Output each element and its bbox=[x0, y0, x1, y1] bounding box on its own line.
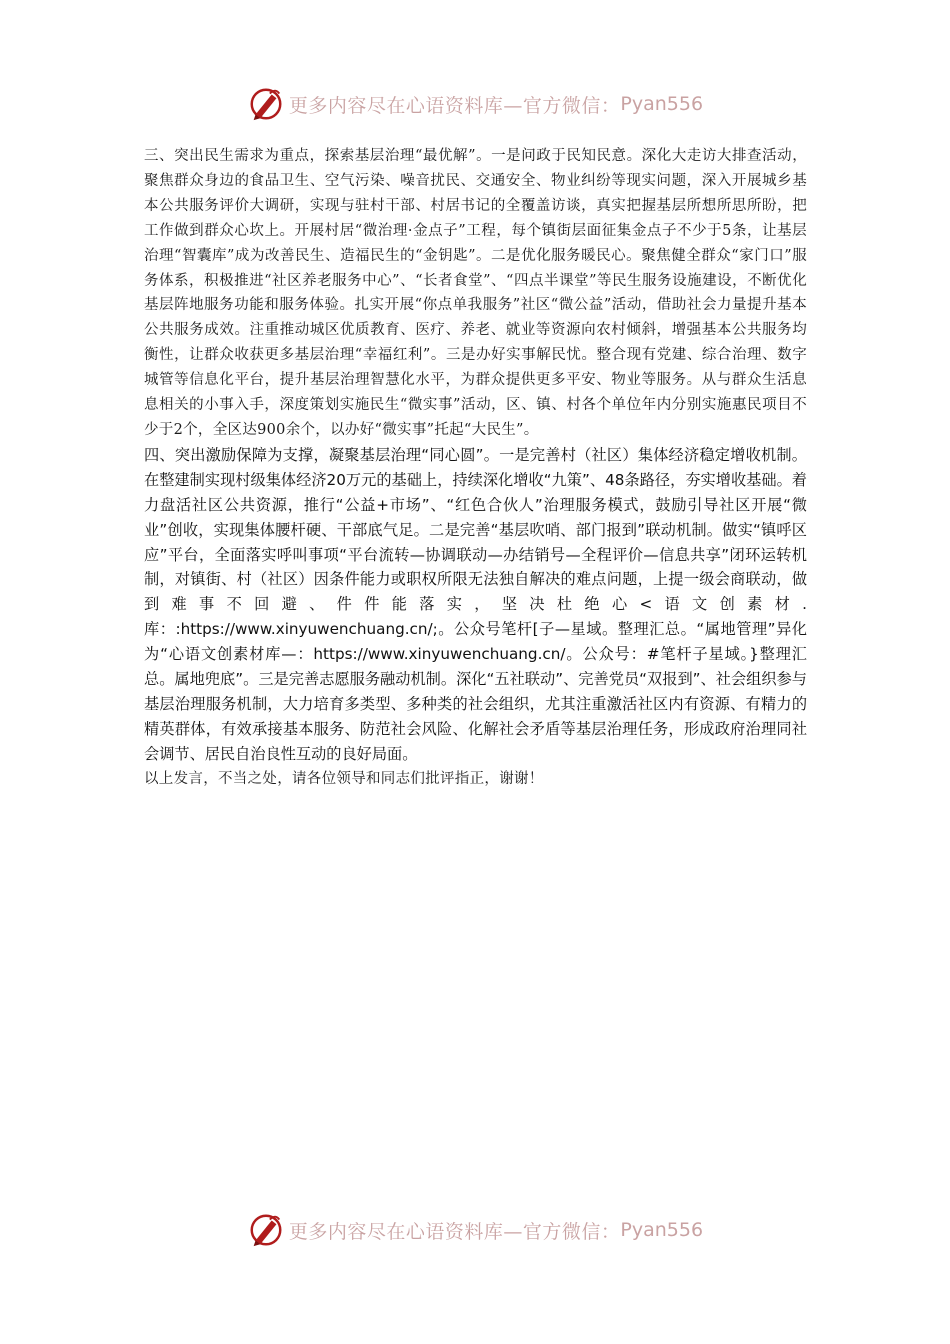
pen-logo-icon bbox=[247, 1211, 285, 1249]
closing-paragraph: 以上发言，不当之处，请各位领导和同志们批评指正，谢谢！ bbox=[144, 770, 544, 787]
section-four-paragraph: 四、突出激励保障为支撑，凝聚基层治理“同心圆”。一是完善村（社区）集体经济稳定增收机制。在整建制实现村级集体经济20万元的基础上，持续深化增收“九策”、48条路径，夯实增收基础。着力盘活社区公共资源，推行“公益+市场”、“红色合伙人”治理服务模式，鼓励引导社区开展“微业”创收，实现集体腰杆硬、干部底气足。二是完善“基层吹哨、部门报到”联动机制。做实“镇呼区应”平台，全面落实呼叫事项“平台流转—协调联动—办结销号—全程评价—信息共享”闭环运转机制，对镇街、村（社区）因条件能力或职权所限无法独自解决的难点问题，上提一级会商联动，做到难事不回避、件件能落实，坚决杜绝心<语文创素材.库：:https://www.xinyuwenchuang.cn/;。公众号笔杆[子—星域。整理汇总。“属地管理”异化为“心语文创素材库—：https://www.xinyuwenchuang.cn/。公众号：#笔杆子星域。}整理汇总。属地兜底”。三是完善志愿服务融动机制。深化“五社联动”、完善党员“双报到”、社会组织参与基层治理服务机制，大力培育多类型、多种类的社会组织，尤其注重激活社区内有资源、有精力的精英群体，有效承接基本服务、防范社会风险、化解社会矛盾等基层治理任务，形成政府治理同社会调节、居民自治良性互动的良好局面。 bbox=[144, 445, 807, 763]
header-banner bbox=[0, 82, 950, 126]
banner-text: 更多内容尽在心语资料库—官方微信： bbox=[288, 1220, 621, 1243]
pen-logo-icon bbox=[247, 85, 285, 123]
footer-banner bbox=[0, 1208, 950, 1252]
banner-wechat-id: Pyan556 bbox=[620, 93, 704, 115]
banner-wechat-id: Pyan556 bbox=[620, 1219, 704, 1241]
document-body bbox=[144, 144, 807, 792]
section-three-paragraph: 三、突出民生需求为重点，探索基层治理“最优解”。一是问政于民知民意。深化大走访大排查活动，聚焦群众身边的食品卫生、空气污染、噪音扰民、交通安全、物业纠纷等现实问题，深入开展城乡基本公共服务评价大调研，实现与驻村干部、村居书记的全覆盖访谈，真实把握基层所想所思所盼，把工作做到群众心坎上。开展村居“微治理·金点子”工程，每个镇街层面征集金点子不少于5条，让基层治理“智囊库”成为改善民生、造福民生的“金钥匙”。二是优化服务暖民心。聚焦健全群众“家门口”服务体系，积极推进“社区养老服务中心”、“长者食堂”、“四点半课堂”等民生服务设施建设，不断优化基层阵地服务功能和服务体验。扎实开展“你点单我服务”社区“微公益”活动，借助社会力量提升基本公共服务成效。注重推动城区优质教育、医疗、养老、就业等资源向农村倾斜，增强基本公共服务均衡性，让群众收获更多基层治理“幸福红利”。三是办好实事解民忧。整合现有党建、综合治理、数字城管等信息化平台，提升基层治理智慧化水平，为群众提供更多平安、物业等服务。从与群众生活息息相关的小事入手，深度策划实施民生“微实事”活动，区、镇、村各个单位年内分别实施惠民项目不少于2个，全区达900余个，以办好“微实事”托起“大民生”。 bbox=[144, 148, 807, 438]
banner-text: 更多内容尽在心语资料库—官方微信： bbox=[288, 94, 621, 117]
